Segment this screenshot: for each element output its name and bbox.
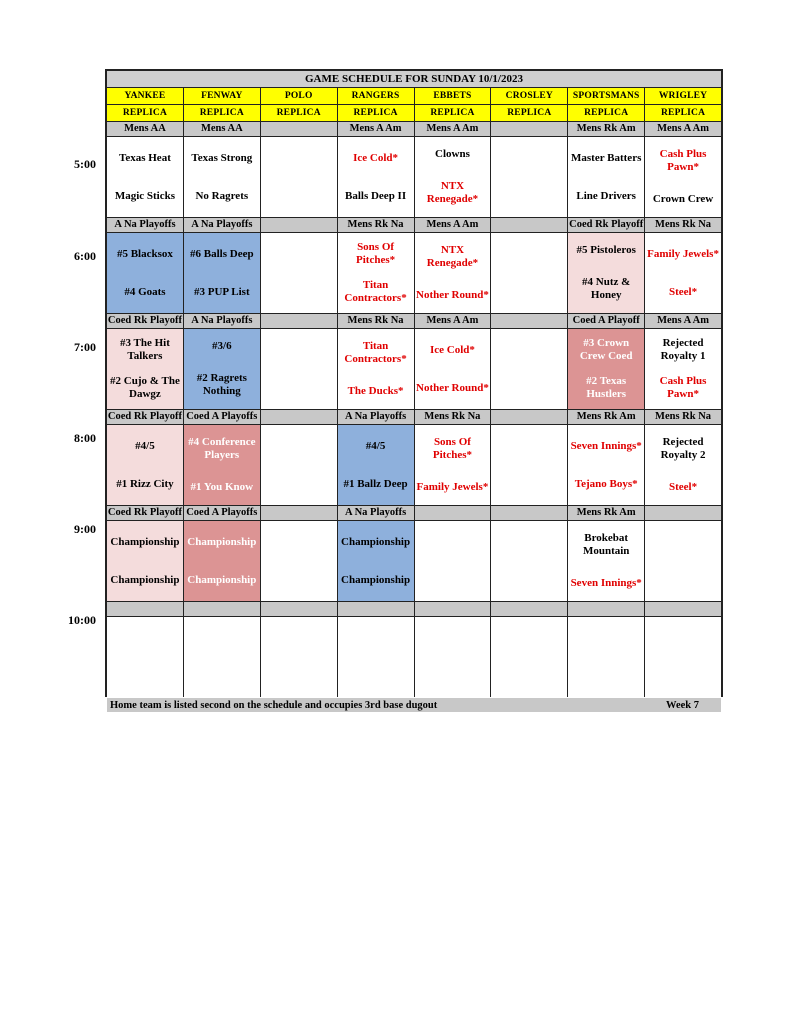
game-slot: [338, 425, 414, 505]
game-slot: [645, 617, 721, 697]
game-slot: [184, 233, 260, 313]
home-team: Nother Round*: [416, 288, 489, 301]
division-label: Mens A Am: [415, 218, 491, 232]
division-label: [261, 122, 337, 136]
time-label: 5:00: [74, 157, 96, 171]
away-team: Texas Heat: [119, 151, 171, 164]
game-slot: [491, 425, 567, 505]
away-team: #3/6: [212, 340, 232, 353]
home-team: Magic Sticks: [114, 189, 176, 202]
away-team: Clowns: [435, 148, 470, 161]
field-name-wrigley: WRIGLEY: [645, 88, 721, 104]
division-label: Coed A Playoffs: [184, 410, 260, 424]
division-label: A Na Playoffs: [184, 314, 260, 328]
home-team: The Ducks*: [347, 384, 404, 397]
game-slot: [261, 233, 337, 313]
game-slot: [491, 329, 567, 409]
field-subtitle: REPLICA: [491, 105, 567, 121]
division-label: Mens Rk Na: [645, 218, 721, 232]
game-slot: [645, 425, 721, 505]
home-team: Balls Deep II: [345, 189, 407, 202]
home-team: #4 Goats: [124, 285, 166, 298]
away-team: Sons Of Pitches*: [356, 241, 396, 266]
game-slot: [568, 617, 644, 697]
division-label: Mens Rk Na: [645, 410, 721, 424]
division-label: [491, 602, 567, 616]
division-label: [491, 410, 567, 424]
division-label: [261, 410, 337, 424]
home-team: Nother Round*: [416, 381, 489, 394]
division-label: [568, 602, 644, 616]
division-label: Coed Rk Playoff: [107, 315, 182, 326]
division-label: [645, 506, 721, 520]
division-label: Mens Rk Am: [568, 410, 644, 424]
division-label: Mens A Am: [338, 122, 414, 136]
footer-bar: [107, 698, 721, 712]
away-team: Brokebat Mountain: [582, 532, 630, 558]
field-subtitle: REPLICA: [338, 105, 414, 121]
game-slot: [645, 329, 721, 409]
away-team: NTX Renegade*: [426, 244, 479, 270]
game-slot: [645, 233, 721, 313]
away-team: Titan Contractors*: [344, 340, 407, 366]
game-slot: [568, 521, 644, 601]
home-team: Tejano Boys*: [574, 477, 638, 490]
game-slot: [184, 521, 260, 601]
schedule-title: GAME SCHEDULE FOR SUNDAY 10/1/2023: [107, 71, 721, 87]
time-label: 9:00: [74, 522, 96, 536]
away-team: #3 The Hit Talkers: [119, 337, 170, 362]
game-slot: [415, 233, 491, 313]
away-team: #4/5: [135, 439, 155, 452]
away-team: #5 Pistoleros: [576, 244, 636, 257]
game-slot: [261, 137, 337, 217]
home-team: #1 Ballz Deep: [343, 477, 408, 490]
game-slot: [184, 617, 260, 697]
home-team: Seven Innings*: [570, 576, 642, 589]
game-slot: [184, 137, 260, 217]
away-team: #4 Conference Players: [188, 436, 256, 462]
division-label: Mens AA: [107, 122, 183, 136]
division-label: Mens A Am: [645, 122, 721, 136]
away-team: Family Jewels*: [647, 247, 719, 260]
footer-note: Home team is listed second on the schedule and occupies 3rd base dugout: [110, 699, 438, 711]
away-team: #3 Crown Crew Coed: [579, 337, 633, 362]
division-label: [491, 122, 567, 136]
home-team: Titan Contractors*: [344, 279, 407, 304]
division-label: A Na Playoffs: [338, 506, 414, 520]
game-slot: [184, 329, 260, 409]
week-label: Week 7: [666, 699, 699, 711]
schedule-grid: [105, 69, 723, 711]
home-team: #3 PUP List: [194, 285, 250, 298]
away-team: Championship: [187, 535, 257, 548]
time-label: 6:00: [74, 249, 96, 263]
field-name-fenway: FENWAY: [184, 88, 260, 104]
game-slot: [107, 617, 183, 697]
field-name-ebbets: EBBETS: [415, 88, 491, 104]
game-slot: [338, 329, 414, 409]
game-slot: [491, 617, 567, 697]
division-label: Mens Rk Na: [338, 314, 414, 328]
home-team: #1 Rizz City: [116, 477, 174, 490]
away-team: Ice Cold*: [429, 343, 475, 356]
division-label: A Na Playoffs: [338, 410, 414, 424]
field-subtitle: REPLICA: [568, 105, 644, 121]
time-label: 7:00: [74, 340, 96, 354]
game-slot: [107, 521, 183, 601]
division-label: Mens AA: [184, 122, 260, 136]
home-team: Family Jewels*: [416, 480, 489, 493]
game-slot: [491, 521, 567, 601]
game-slot: [415, 329, 491, 409]
division-label: [261, 218, 337, 232]
division-label: Coed A Playoff: [568, 314, 644, 328]
away-team: Sons Of Pitches*: [432, 436, 472, 462]
game-slot: [261, 329, 337, 409]
home-team: Steel*: [669, 480, 698, 493]
home-team: #2 Ragrets Nothing: [196, 371, 247, 397]
away-team: Ice Cold*: [353, 151, 399, 164]
game-slot: [338, 233, 414, 313]
division-label: [645, 602, 721, 616]
field-name-rangers: RANGERS: [338, 88, 414, 104]
game-slot: [568, 137, 644, 217]
home-team: Line Drivers: [576, 189, 636, 202]
home-team: NTX Renegade*: [426, 179, 479, 205]
division-label: [261, 506, 337, 520]
division-label: Mens Rk Na: [415, 410, 491, 424]
division-label: Mens A Am: [645, 314, 721, 328]
game-slot: [184, 425, 260, 505]
home-team: Championship: [341, 573, 411, 586]
home-team: No Ragrets: [195, 189, 249, 202]
game-slot: [491, 233, 567, 313]
division-label: Mens A Am: [415, 314, 491, 328]
division-label: Mens Rk Am: [568, 506, 644, 520]
game-slot: [645, 521, 721, 601]
away-team: Championship: [341, 535, 411, 548]
game-slot: [491, 137, 567, 217]
away-team: Master Batters: [571, 151, 642, 164]
division-label: [491, 218, 567, 232]
field-subtitle: REPLICA: [107, 105, 183, 121]
field-name-yankee: YANKEE: [107, 88, 183, 104]
game-slot: [338, 521, 414, 601]
division-label: [338, 602, 414, 616]
division-label: [415, 602, 491, 616]
division-label: Coed Rk Playoff: [569, 219, 644, 230]
game-slot: [415, 521, 491, 601]
division-label: [261, 314, 337, 328]
home-team: #2 Cujo & The Dawgz: [110, 375, 180, 400]
division-label: [261, 602, 337, 616]
home-team: #4 Nutz & Honey: [582, 275, 631, 301]
game-slot: [415, 617, 491, 697]
division-label: [491, 506, 567, 520]
home-team: Steel*: [669, 285, 698, 298]
game-slot: [261, 617, 337, 697]
home-team: #2 Texas Hustlers: [586, 375, 627, 400]
game-slot: [107, 425, 183, 505]
division-label: Coed Rk Playoff: [107, 411, 182, 422]
away-team: #6 Balls Deep: [190, 247, 254, 260]
division-label: Mens A Am: [415, 122, 491, 136]
home-team: Championship: [187, 573, 257, 586]
game-slot: [261, 521, 337, 601]
time-label: 10:00: [68, 613, 96, 627]
field-subtitle: REPLICA: [645, 105, 721, 121]
game-slot: [568, 425, 644, 505]
game-slot: [107, 329, 183, 409]
time-label: 8:00: [74, 431, 96, 445]
away-team: #4/5: [365, 439, 386, 452]
game-slot: [415, 425, 491, 505]
game-slot: [568, 233, 644, 313]
field-subtitle: REPLICA: [184, 105, 260, 121]
game-slot: [338, 617, 414, 697]
game-slot: [261, 425, 337, 505]
game-slot: [568, 329, 644, 409]
division-label: [415, 506, 491, 520]
division-label: Mens Rk Am: [568, 122, 644, 136]
game-slot: [107, 233, 183, 313]
division-label: Mens Rk Na: [338, 218, 414, 232]
home-team: #1 You Know: [190, 480, 254, 493]
division-label: Coed Rk Playoff: [107, 507, 182, 518]
game-slot: [645, 137, 721, 217]
away-team: Cash Plus Pawn*: [659, 148, 707, 174]
field-name-polo: POLO: [261, 88, 337, 104]
away-team: #5 Blacksox: [116, 247, 173, 260]
field-name-crosley: CROSLEY: [491, 88, 567, 104]
division-label: [184, 602, 260, 616]
division-label: A Na Playoffs: [184, 218, 260, 232]
away-team: Texas Strong: [191, 151, 253, 164]
division-label: [107, 602, 183, 616]
game-slot: [338, 137, 414, 217]
field-subtitle: REPLICA: [415, 105, 491, 121]
division-label: [491, 314, 567, 328]
away-team: Rejected Royalty 1: [660, 337, 706, 362]
game-slot: [107, 137, 183, 217]
away-team: Seven Innings*: [570, 439, 642, 452]
away-team: Rejected Royalty 2: [660, 436, 706, 462]
field-name-sportsmans: SPORTSMANS: [568, 88, 644, 104]
home-team: Crown Crew: [652, 192, 714, 205]
home-team: Championship: [110, 573, 180, 586]
away-team: Championship: [110, 535, 180, 548]
home-team: Cash Plus Pawn*: [659, 375, 707, 400]
game-slot: [415, 137, 491, 217]
division-label: Coed A Playoffs: [184, 506, 260, 520]
field-subtitle: REPLICA: [261, 105, 337, 121]
division-label: A Na Playoffs: [107, 218, 183, 232]
